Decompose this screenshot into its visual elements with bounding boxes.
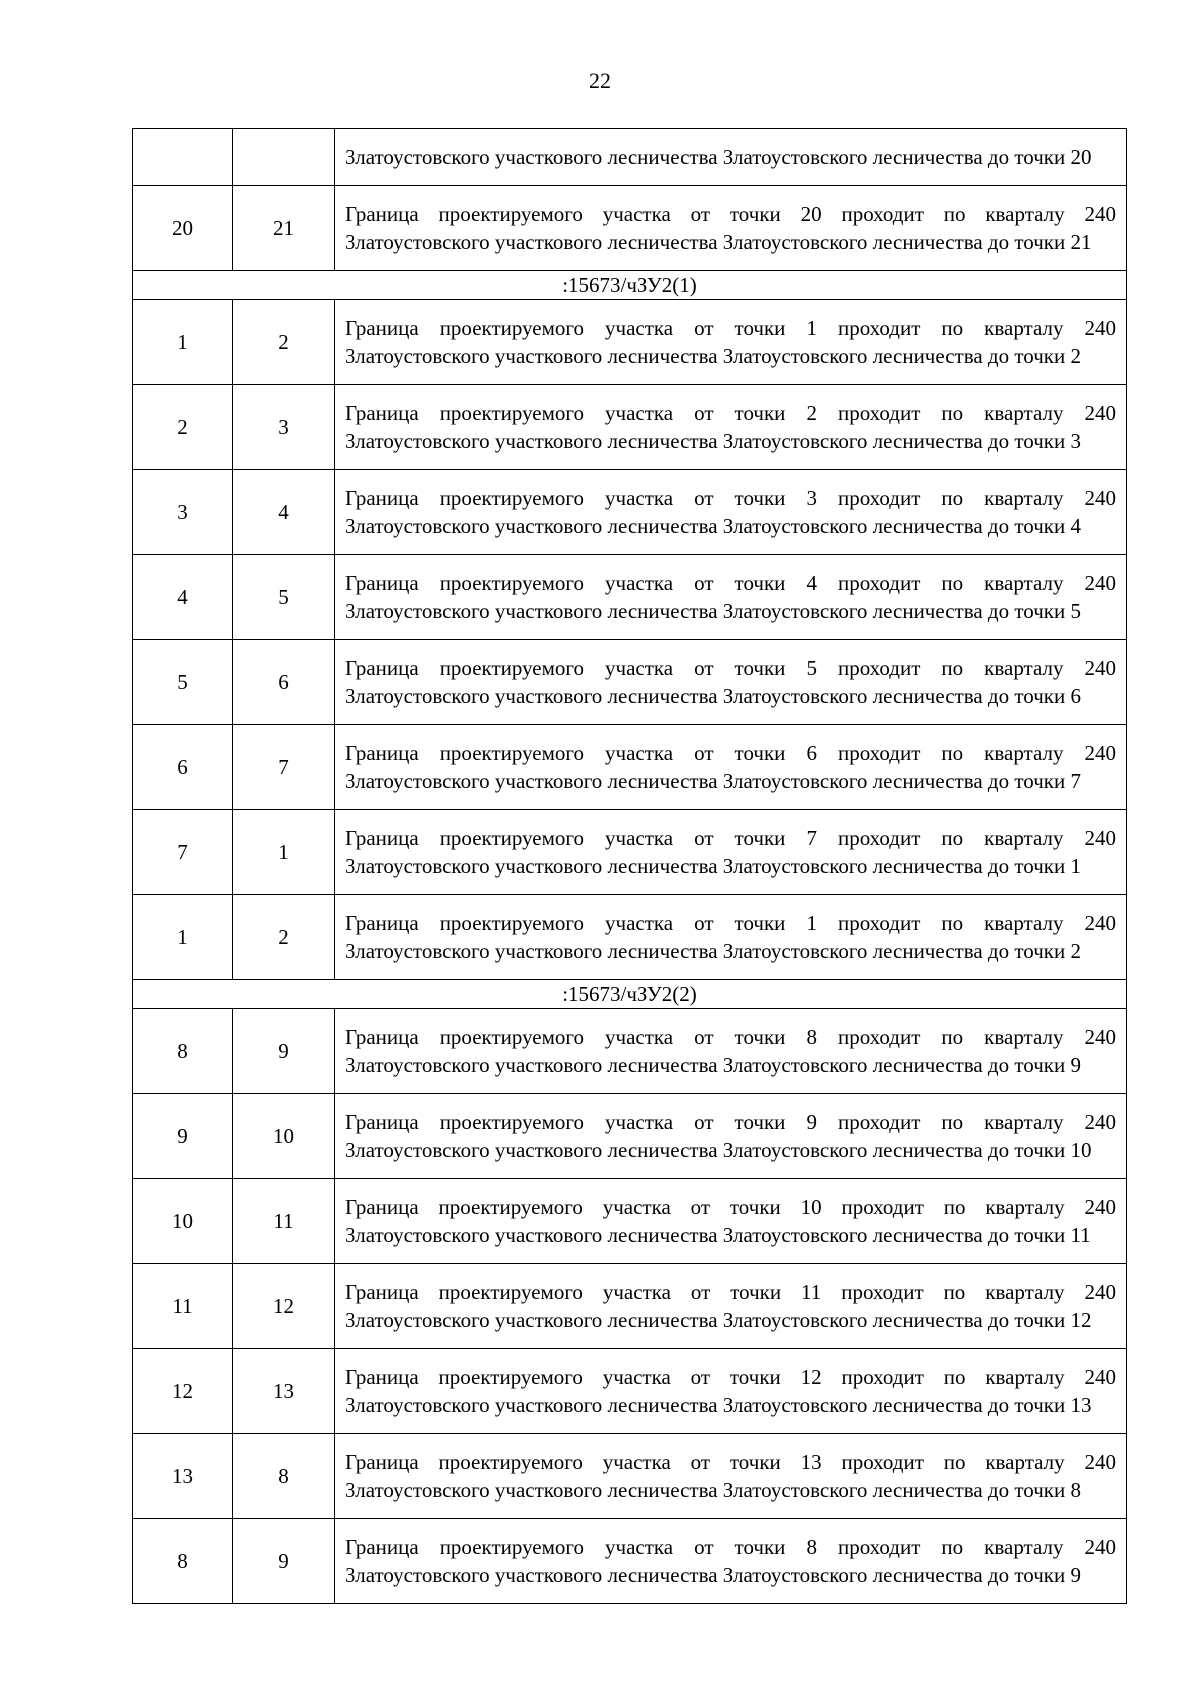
point-from-cell: 7 (133, 810, 233, 895)
point-from-cell: 8 (133, 1009, 233, 1094)
boundary-description-cell: Граница проектируемого участка от точки 7 проходит по кварталу 240 Златоустовского участкового лесничества Златоустовского лесничества до точки 1 (335, 810, 1127, 895)
boundary-description-cell: Граница проектируемого участка от точки 3 проходит по кварталу 240 Златоустовского участкового лесничества Златоустовского лесничества до точки 4 (335, 470, 1127, 555)
point-from-cell: 10 (133, 1179, 233, 1264)
point-to-cell: 3 (233, 385, 335, 470)
point-from-cell: 6 (133, 725, 233, 810)
point-from-cell: 2 (133, 385, 233, 470)
boundary-description-cell: Граница проектируемого участка от точки 13 проходит по кварталу 240 Златоустовского участкового лесничества Златоустовского лесничества до точки 8 (335, 1434, 1127, 1519)
boundary-description-cell: Граница проектируемого участка от точки 1 проходит по кварталу 240 Златоустовского участкового лесничества Златоустовского лесничества до точки 2 (335, 895, 1127, 980)
boundary-description-cell: Граница проектируемого участка от точки 12 проходит по кварталу 240 Златоустовского участкового лесничества Златоустовского лесничества до точки 13 (335, 1349, 1127, 1434)
point-to-cell: 9 (233, 1009, 335, 1094)
point-from-cell: 1 (133, 895, 233, 980)
table-row (133, 1519, 1127, 1604)
section-title: :15673/чЗУ2(2) (133, 980, 1127, 1009)
table-row (133, 1009, 1127, 1094)
point-to-cell: 4 (233, 470, 335, 555)
point-from-cell: 9 (133, 1094, 233, 1179)
point-from-cell: 12 (133, 1349, 233, 1434)
table-row (133, 1094, 1127, 1179)
boundary-description-cell: Граница проектируемого участка от точки 20 проходит по кварталу 240 Златоустовского участкового лесничества Златоустовского лесничества до точки 21 (335, 186, 1127, 271)
table-row (133, 300, 1127, 385)
point-to-cell (233, 129, 335, 186)
point-to-cell: 9 (233, 1519, 335, 1604)
point-from-cell: 1 (133, 300, 233, 385)
point-from-cell: 3 (133, 470, 233, 555)
point-to-cell: 2 (233, 300, 335, 385)
boundary-description-cell: Граница проектируемого участка от точки 8 проходит по кварталу 240 Златоустовского участкового лесничества Златоустовского лесничества до точки 9 (335, 1009, 1127, 1094)
point-to-cell: 6 (233, 640, 335, 725)
point-to-cell: 11 (233, 1179, 335, 1264)
boundary-description-cell: Златоустовского участкового лесничества Златоустовского лесничества до точки 20 (335, 129, 1127, 186)
table-body (133, 129, 1127, 1604)
point-to-cell: 5 (233, 555, 335, 640)
boundary-description-cell: Граница проектируемого участка от точки 9 проходит по кварталу 240 Златоустовского участкового лесничества Златоустовского лесничества до точки 10 (335, 1094, 1127, 1179)
section-title: :15673/чЗУ2(1) (133, 271, 1127, 300)
table-row (133, 640, 1127, 725)
point-from-cell: 11 (133, 1264, 233, 1349)
boundary-description-cell: Граница проектируемого участка от точки 10 проходит по кварталу 240 Златоустовского участкового лесничества Златоустовского лесничества до точки 11 (335, 1179, 1127, 1264)
table-row (133, 555, 1127, 640)
boundary-description-cell: Граница проектируемого участка от точки 5 проходит по кварталу 240 Златоустовского участкового лесничества Златоустовского лесничества до точки 6 (335, 640, 1127, 725)
boundary-description-cell: Граница проектируемого участка от точки 11 проходит по кварталу 240 Златоустовского участкового лесничества Златоустовского лесничества до точки 12 (335, 1264, 1127, 1349)
point-to-cell: 10 (233, 1094, 335, 1179)
boundary-description-table (132, 128, 1127, 1604)
section-header-row (133, 271, 1127, 300)
point-from-cell: 13 (133, 1434, 233, 1519)
point-from-cell: 20 (133, 186, 233, 271)
point-from-cell: 4 (133, 555, 233, 640)
point-from-cell (133, 129, 233, 186)
table-row (133, 1434, 1127, 1519)
table-row-continuation (133, 129, 1127, 186)
point-to-cell: 2 (233, 895, 335, 980)
point-to-cell: 21 (233, 186, 335, 271)
point-to-cell: 1 (233, 810, 335, 895)
boundary-description-cell: Граница проектируемого участка от точки 1 проходит по кварталу 240 Златоустовского участкового лесничества Златоустовского лесничества до точки 2 (335, 300, 1127, 385)
section-header-row (133, 980, 1127, 1009)
point-from-cell: 5 (133, 640, 233, 725)
point-to-cell: 12 (233, 1264, 335, 1349)
point-to-cell: 8 (233, 1434, 335, 1519)
boundary-description-cell: Граница проектируемого участка от точки 6 проходит по кварталу 240 Златоустовского участкового лесничества Златоустовского лесничества до точки 7 (335, 725, 1127, 810)
point-to-cell: 7 (233, 725, 335, 810)
point-from-cell: 8 (133, 1519, 233, 1604)
table-row (133, 186, 1127, 271)
table-row (133, 895, 1127, 980)
table-row (133, 810, 1127, 895)
table-row (133, 725, 1127, 810)
table-row (133, 1264, 1127, 1349)
table-row (133, 1179, 1127, 1264)
table-row (133, 1349, 1127, 1434)
table-row (133, 470, 1127, 555)
boundary-description-cell: Граница проектируемого участка от точки 2 проходит по кварталу 240 Златоустовского участкового лесничества Златоустовского лесничества до точки 3 (335, 385, 1127, 470)
boundary-description-cell: Граница проектируемого участка от точки 8 проходит по кварталу 240 Златоустовского участкового лесничества Златоустовского лесничества до точки 9 (335, 1519, 1127, 1604)
boundary-description-cell: Граница проектируемого участка от точки 4 проходит по кварталу 240 Златоустовского участкового лесничества Златоустовского лесничества до точки 5 (335, 555, 1127, 640)
point-to-cell: 13 (233, 1349, 335, 1434)
page-number: 22 (589, 68, 611, 93)
table-row (133, 385, 1127, 470)
